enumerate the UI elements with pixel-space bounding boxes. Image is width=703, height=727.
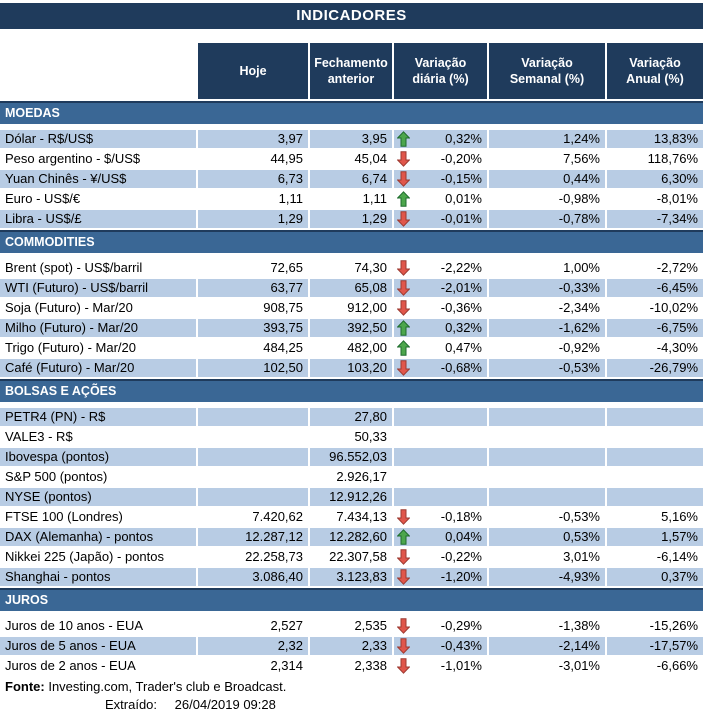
value-variacao-diaria (394, 617, 489, 635)
indicator-label: Dólar - R$/US$ (0, 130, 198, 148)
value-variacao-diaria (394, 528, 489, 546)
value-variacao-diaria (394, 210, 489, 228)
value-variacao-diaria (394, 130, 489, 148)
value-fechamento: 1,11 (310, 190, 394, 208)
table-row (0, 150, 703, 168)
value-hoje: 2,32 (198, 637, 310, 655)
header-cell-variacao-semanal: Variação Semanal (%) (489, 43, 607, 99)
value-variacao-semanal: -0,98% (489, 190, 607, 208)
value-hoje (198, 428, 310, 446)
value-variacao-diaria (394, 150, 489, 168)
up-arrow-icon (397, 340, 410, 356)
value-fechamento: 2,535 (310, 617, 394, 635)
table-row (0, 299, 703, 317)
value-hoje: 72,65 (198, 259, 310, 277)
value-variacao-anual: 6,30% (607, 170, 703, 188)
value-variacao-anual: 5,16% (661, 509, 698, 524)
indicator-label: VALE3 - R$ (0, 428, 198, 446)
table-row (0, 528, 703, 546)
source-line (0, 678, 703, 696)
value-variacao-diaria (394, 359, 489, 377)
table-row (0, 319, 703, 337)
up-arrow-icon (397, 529, 410, 545)
footer (0, 678, 703, 714)
table-row (0, 190, 703, 208)
value-variacao-anual (607, 428, 703, 446)
value-fechamento: 6,74 (310, 170, 394, 188)
value-hoje: 1,11 (198, 190, 310, 208)
indicator-label: Yuan Chinês - ¥/US$ (0, 170, 198, 188)
value-hoje: 908,75 (198, 299, 310, 317)
value-variacao-semanal: -4,93% (489, 568, 607, 586)
indicator-label: Trigo (Futuro) - Mar/20 (0, 339, 198, 357)
value-variacao-semanal (489, 488, 607, 506)
indicator-label: Euro - US$/€ (0, 190, 198, 208)
table-row (0, 448, 703, 466)
indicator-label: Café (Futuro) - Mar/20 (0, 359, 198, 377)
value-variacao-semanal: 1,24% (489, 130, 607, 148)
value-fechamento: 65,08 (310, 279, 394, 297)
indicator-label: PETR4 (PN) - R$ (0, 408, 198, 426)
value-variacao-diaria: -1,01% (440, 658, 482, 673)
down-arrow-icon (397, 151, 410, 167)
value-variacao-semanal: -0,53% (489, 359, 607, 377)
table-row (0, 170, 703, 188)
value-hoje: 393,75 (198, 319, 310, 337)
value-hoje: 63,77 (198, 279, 310, 297)
section-header-commodities: COMMODITIES (0, 230, 703, 253)
value-hoje (198, 408, 310, 426)
indicator-label: Ibovespa (pontos) (0, 448, 198, 466)
indicator-label: Juros de 10 anos - EUA (0, 617, 198, 635)
value-variacao-anual (607, 408, 703, 426)
down-arrow-icon (397, 171, 410, 187)
header-cell-hoje: Hoje (198, 43, 310, 99)
value-variacao-anual: -8,01% (656, 191, 698, 206)
value-variacao-semanal (489, 428, 607, 446)
value-variacao-diaria (394, 279, 489, 297)
value-variacao-diaria (394, 319, 489, 337)
value-variacao-semanal (489, 468, 607, 486)
value-variacao-diaria: -0,01% (440, 211, 482, 226)
value-hoje: 102,50 (198, 359, 310, 377)
value-fechamento: 2,338 (310, 657, 394, 675)
down-arrow-icon (397, 300, 410, 316)
extracted-line (0, 696, 703, 714)
down-arrow-icon (397, 569, 410, 585)
table-row (0, 130, 703, 148)
value-hoje: 3,97 (198, 130, 310, 148)
table-body (0, 101, 703, 675)
section-header-bolsas-e-acoes: BOLSAS E AÇÕES (0, 379, 703, 402)
extracted-timestamp: 26/04/2019 09:28 (174, 697, 276, 712)
value-fechamento: 2,33 (310, 637, 394, 655)
value-variacao-diaria: -0,15% (440, 171, 482, 186)
down-arrow-icon (397, 658, 410, 674)
value-fechamento: 27,80 (310, 408, 394, 426)
value-hoje: 12.287,12 (198, 528, 310, 546)
value-variacao-diaria: 0,47% (445, 340, 482, 355)
value-variacao-semanal: 1,00% (489, 259, 607, 277)
table-row (0, 617, 703, 635)
value-hoje (198, 448, 310, 466)
value-variacao-semanal (489, 408, 607, 426)
value-variacao-diaria: 0,01% (445, 191, 482, 206)
indicator-label: S&P 500 (pontos) (0, 468, 198, 486)
value-variacao-diaria (394, 468, 489, 486)
value-variacao-diaria (394, 428, 489, 446)
indicator-label: WTI (Futuro) - US$/barril (0, 279, 198, 297)
value-variacao-diaria (394, 259, 489, 277)
value-variacao-diaria: 0,04% (445, 529, 482, 544)
value-fechamento: 12.282,60 (310, 528, 394, 546)
page-title: INDICADORES (0, 3, 703, 29)
table-row (0, 408, 703, 426)
down-arrow-icon (397, 509, 410, 525)
indicator-label: Nikkei 225 (Japão) - pontos (0, 548, 198, 566)
value-variacao-anual: -17,57% (607, 637, 703, 655)
value-variacao-diaria (394, 508, 489, 526)
table-row (0, 359, 703, 377)
value-fechamento: 392,50 (310, 319, 394, 337)
value-variacao-diaria (394, 548, 489, 566)
value-hoje: 6,73 (198, 170, 310, 188)
value-fechamento: 12.912,26 (310, 488, 394, 506)
value-variacao-anual: 118,76% (647, 151, 698, 166)
table-row (0, 548, 703, 566)
value-variacao-anual: 13,83% (607, 130, 703, 148)
indicator-label: Juros de 2 anos - EUA (0, 657, 198, 675)
value-hoje: 484,25 (198, 339, 310, 357)
value-variacao-diaria (394, 170, 489, 188)
value-variacao-anual: -15,26% (649, 618, 698, 633)
value-fechamento: 2.926,17 (310, 468, 394, 486)
value-variacao-semanal: -1,62% (489, 319, 607, 337)
value-variacao-diaria: -0,36% (440, 300, 482, 315)
value-variacao-semanal: 3,01% (489, 548, 607, 566)
value-variacao-anual: -10,02% (649, 300, 698, 315)
value-variacao-semanal: -2,14% (489, 637, 607, 655)
value-variacao-semanal: -3,01% (489, 657, 607, 675)
table-row (0, 657, 703, 675)
value-variacao-anual: 1,57% (607, 528, 703, 546)
value-variacao-semanal: -0,78% (489, 210, 607, 228)
value-variacao-semanal: -1,38% (489, 617, 607, 635)
value-variacao-diaria: -0,18% (440, 509, 482, 524)
value-fechamento: 912,00 (310, 299, 394, 317)
value-fechamento: 482,00 (310, 339, 394, 357)
value-variacao-diaria: -2,01% (440, 280, 482, 295)
table-row (0, 279, 703, 297)
value-variacao-semanal (489, 448, 607, 466)
down-arrow-icon (397, 260, 410, 276)
value-hoje (198, 468, 310, 486)
down-arrow-icon (397, 618, 410, 634)
value-variacao-diaria: -0,43% (440, 638, 482, 653)
value-variacao-semanal: -0,92% (489, 339, 607, 357)
value-hoje: 1,29 (198, 210, 310, 228)
value-variacao-anual: -6,66% (656, 658, 698, 673)
indicator-label: Peso argentino - $/US$ (0, 150, 198, 168)
indicator-label: Milho (Futuro) - Mar/20 (0, 319, 198, 337)
table-header (0, 43, 703, 99)
value-variacao-semanal: 7,56% (489, 150, 607, 168)
value-variacao-semanal: -0,33% (489, 279, 607, 297)
value-hoje: 7.420,62 (198, 508, 310, 526)
up-arrow-icon (397, 191, 410, 207)
value-variacao-diaria: -1,20% (440, 569, 482, 584)
section-header-moedas: MOEDAS (0, 101, 703, 124)
up-arrow-icon (397, 320, 410, 336)
indicator-label: Brent (spot) - US$/barril (0, 259, 198, 277)
value-variacao-diaria: -0,68% (440, 360, 482, 375)
source-label: Fonte: (5, 679, 45, 694)
down-arrow-icon (397, 638, 410, 654)
value-variacao-anual: -4,30% (656, 340, 698, 355)
value-hoje: 2,314 (198, 657, 310, 675)
value-fechamento: 3,95 (310, 130, 394, 148)
value-variacao-anual (607, 488, 703, 506)
value-fechamento: 7.434,13 (310, 508, 394, 526)
value-variacao-anual (607, 448, 703, 466)
value-variacao-diaria (394, 339, 489, 357)
value-variacao-anual: -6,14% (656, 549, 698, 564)
value-variacao-diaria (394, 190, 489, 208)
table-row (0, 508, 703, 526)
value-variacao-semanal: -2,34% (489, 299, 607, 317)
value-fechamento: 22.307,58 (310, 548, 394, 566)
down-arrow-icon (397, 360, 410, 376)
value-variacao-anual: -26,79% (607, 359, 703, 377)
table-row (0, 339, 703, 357)
value-variacao-diaria (394, 637, 489, 655)
table-row (0, 637, 703, 655)
indicator-label: Soja (Futuro) - Mar/20 (0, 299, 198, 317)
value-hoje (198, 488, 310, 506)
table-row (0, 210, 703, 228)
value-variacao-anual: 0,37% (607, 568, 703, 586)
section-header-juros: JUROS (0, 588, 703, 611)
value-hoje: 2,527 (198, 617, 310, 635)
indicator-label: Juros de 5 anos - EUA (0, 637, 198, 655)
extracted-label: Extraído: (105, 697, 158, 712)
down-arrow-icon (397, 280, 410, 296)
indicator-label: Shanghai - pontos (0, 568, 198, 586)
value-hoje: 22.258,73 (198, 548, 310, 566)
value-variacao-diaria: -0,20% (440, 151, 482, 166)
indicator-label: NYSE (pontos) (0, 488, 198, 506)
value-variacao-diaria (394, 488, 489, 506)
down-arrow-icon (397, 211, 410, 227)
value-variacao-diaria (394, 408, 489, 426)
up-arrow-icon (397, 131, 410, 147)
table-row (0, 568, 703, 586)
value-fechamento: 50,33 (310, 428, 394, 446)
indicator-label: Libra - US$/£ (0, 210, 198, 228)
table-row (0, 428, 703, 446)
value-variacao-semanal: 0,53% (489, 528, 607, 546)
source-text: Investing.com, Trader's club e Broadcast. (48, 679, 287, 694)
header-cell-empty (0, 43, 198, 99)
value-variacao-anual: -6,75% (607, 319, 703, 337)
value-fechamento: 1,29 (310, 210, 394, 228)
value-variacao-semanal: -0,53% (489, 508, 607, 526)
value-variacao-anual: -7,34% (607, 210, 703, 228)
table-row (0, 468, 703, 486)
header-cell-fechamento-anterior: Fechamento anterior (310, 43, 394, 99)
value-hoje: 44,95 (198, 150, 310, 168)
value-variacao-diaria (394, 568, 489, 586)
header-cell-variacao-diaria: Variação diária (%) (394, 43, 489, 99)
value-variacao-diaria: -0,22% (440, 549, 482, 564)
table-row (0, 488, 703, 506)
value-fechamento: 74,30 (310, 259, 394, 277)
down-arrow-icon (397, 549, 410, 565)
indicator-label: DAX (Alemanha) - pontos (0, 528, 198, 546)
value-variacao-diaria: 0,32% (445, 320, 482, 335)
value-fechamento: 96.552,03 (310, 448, 394, 466)
indicator-label: FTSE 100 (Londres) (0, 508, 198, 526)
value-variacao-anual (607, 468, 703, 486)
value-fechamento: 45,04 (310, 150, 394, 168)
value-fechamento: 103,20 (310, 359, 394, 377)
header-cell-variacao-anual: Variação Anual (%) (607, 43, 703, 99)
table-row (0, 259, 703, 277)
value-hoje: 3.086,40 (198, 568, 310, 586)
value-variacao-diaria (394, 657, 489, 675)
value-variacao-anual: -6,45% (607, 279, 703, 297)
value-variacao-semanal: 0,44% (489, 170, 607, 188)
value-variacao-diaria: 0,32% (445, 131, 482, 146)
value-variacao-diaria (394, 448, 489, 466)
value-variacao-diaria (394, 299, 489, 317)
value-variacao-anual: -2,72% (656, 260, 698, 275)
value-variacao-diaria: -0,29% (440, 618, 482, 633)
value-fechamento: 3.123,83 (310, 568, 394, 586)
value-variacao-diaria: -2,22% (440, 260, 482, 275)
